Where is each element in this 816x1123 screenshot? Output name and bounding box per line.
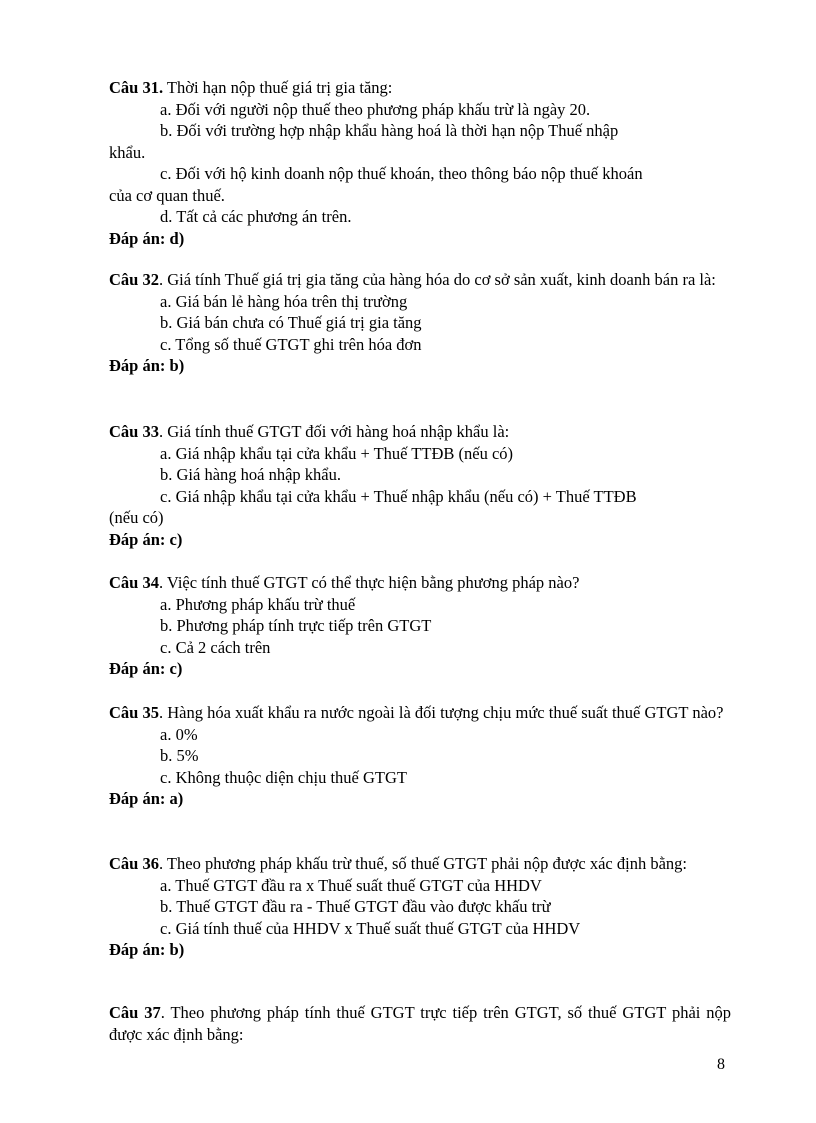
option-b: b. Giá bán chưa có Thuế giá trị gia tăng <box>160 313 422 332</box>
option-c: c. Không thuộc diện chịu thuế GTGT <box>160 767 407 787</box>
option-a: a. Thuế GTGT đầu ra x Thuế suất thuế GTGT của HHDV <box>160 875 542 895</box>
answer: Đáp án: c) <box>109 659 183 678</box>
question-35 <box>109 702 731 810</box>
option-c-continuation: (nếu có) <box>109 508 164 527</box>
question-stem <box>109 77 731 99</box>
question-37 <box>109 1002 731 1045</box>
question-number: Câu 36 <box>109 854 159 873</box>
option-a: a. 0% <box>160 724 198 744</box>
option-b-continuation: khẩu. <box>109 142 146 162</box>
question-text: . Việc tính thuế GTGT có thể thực hiện bằng phương pháp nào? <box>158 573 580 592</box>
option-a: a. Phương pháp khấu trừ thuế <box>160 594 356 614</box>
question-text: . Theo phương pháp khấu trừ thuế, số thuế GTGT phải nộp được xác định bằng: <box>158 854 688 873</box>
page-number: 8 <box>717 1056 725 1073</box>
option-b: b. Phương pháp tính trực tiếp trên GTGT <box>160 616 432 635</box>
option-a: a. Đối với người nộp thuế theo phương pháp khấu trừ là ngày 20. <box>160 99 591 119</box>
question-36 <box>109 853 731 961</box>
option-b: b. 5% <box>160 746 199 765</box>
option-c-text: c. Đối với hộ kinh doanh nộp thuế khoán, theo thông báo nộp thuế khoán <box>160 164 643 183</box>
option-c <box>109 163 731 206</box>
question-number: Câu 33 <box>109 422 159 441</box>
option-d: d. Tất cả các phương án trên. <box>160 207 352 226</box>
answer: Đáp án: c) <box>109 529 183 549</box>
question-32 <box>109 269 731 377</box>
question-text: . Giá tính thuế GTGT đối với hàng hoá nhập khẩu là: <box>158 422 510 441</box>
answer: Đáp án: d) <box>109 228 185 248</box>
answer: Đáp án: b) <box>109 940 185 959</box>
option-c-text: c. Giá nhập khẩu tại cửa khẩu + Thuế nhập khẩu (nếu có) + Thuế TTĐB <box>160 486 637 506</box>
question-stem <box>109 702 731 724</box>
question-number: Câu 32 <box>109 270 159 289</box>
question-text: Thời hạn nộp thuế giá trị gia tăng: <box>163 78 393 97</box>
question-text: . Theo phương pháp tính thuế GTGT trực tiếp trên GTGT, số thuế GTGT phải nộp được xác định bằng: <box>109 1003 732 1044</box>
question-stem <box>109 421 731 443</box>
answer: Đáp án: b) <box>109 356 185 375</box>
option-c: c. Giá tính thuế của HHDV x Thuế suất thuế GTGT của HHDV <box>160 918 581 938</box>
question-number: Câu 31. <box>109 78 164 97</box>
option-b: b. Giá hàng hoá nhập khẩu. <box>160 465 341 484</box>
option-a: a. Giá nhập khẩu tại cửa khẩu + Thuế TTĐB (nếu có) <box>160 443 514 463</box>
answer: Đáp án: a) <box>109 789 184 808</box>
option-a: a. Giá bán lẻ hàng hóa trên thị trường <box>160 291 408 311</box>
option-c <box>109 486 731 529</box>
question-31 <box>109 77 731 249</box>
question-stem <box>109 269 731 291</box>
question-stem <box>109 572 731 594</box>
option-b: b. Thuế GTGT đầu ra - Thuế GTGT đầu vào được khấu trừ <box>160 897 551 916</box>
option-b <box>109 120 731 163</box>
question-text: . Giá tính Thuế giá trị gia tăng của hàng hóa do cơ sở sản xuất, kinh doanh bán ra là: <box>158 270 716 289</box>
option-c-continuation: của cơ quan thuế. <box>109 185 225 205</box>
question-stem <box>109 1002 731 1045</box>
question-stem <box>109 853 731 875</box>
question-number: Câu 37 <box>109 1003 161 1022</box>
option-b-text: b. Đối với trường hợp nhập khẩu hàng hoá là thời hạn nộp Thuế nhập <box>160 121 619 140</box>
option-c: c. Tổng số thuế GTGT ghi trên hóa đơn <box>160 334 422 354</box>
question-number: Câu 34 <box>109 573 159 592</box>
question-text: . Hàng hóa xuất khẩu ra nước ngoài là đối tượng chịu mức thuế suất thuế GTGT nào? <box>158 703 724 722</box>
question-33 <box>109 421 731 550</box>
option-c: c. Cả 2 cách trên <box>160 637 271 657</box>
question-34 <box>109 572 731 680</box>
question-number: Câu 35 <box>109 703 159 722</box>
